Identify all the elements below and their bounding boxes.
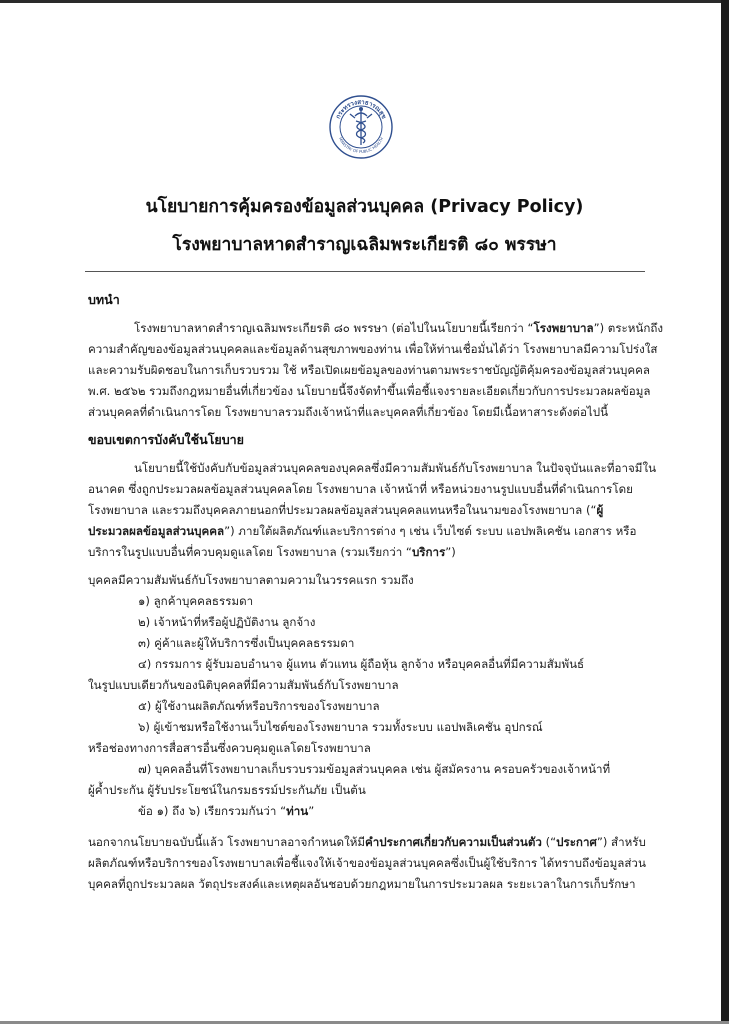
intro-paragraph-line: ส่วนบุคคลที่ดำเนินการโดย โรงพยาบาลรวมถึงเจ้าหน้าที่และบุคคลที่เกี่ยวข้อง โดยมีเนื้อหาสาระดังต่อไปนี้ [88, 405, 609, 419]
notice-paragraph-line: นอกจากนโยบายฉบับนี้แล้ว โรงพยาบาลอาจกำหนดให้มีคำประกาศเกี่ยวกับความเป็นส่วนตัว (“ประกาศ”) สำหรับ [88, 835, 646, 849]
relations-intro: บุคคลมีความสัมพันธ์กับโรงพยาบาลตามความในวรรคแรก รวมถึง [88, 573, 414, 587]
list-item: ๖) ผู้เข้าชมหรือใช้งานเว็บไซต์ของโรงพยาบาล รวมทั้งระบบ แอปพลิเคชัน อุปกรณ์ [138, 720, 543, 734]
notice-paragraph-line: บุคคลที่ถูกประมวลผล วัตถุประสงค์และเหตุผลอันชอบด้วยกฎหมายในการประมวลผล ระยะเวลาในการเก็บรักษา [88, 877, 636, 891]
policy-title: นโยบายการคุ้มครองข้อมูลส่วนบุคคล (Privacy Policy) [145, 197, 584, 217]
ministry-of-public-health-seal-icon [328, 94, 394, 160]
list-item: ๓) คู่ค้าและผู้ให้บริการซึ่งเป็นบุคคลธรรมดา [138, 636, 355, 650]
notice-paragraph-line: ผลิตภัณฑ์หรือบริการของโรงพยาบาลเพื่อชี้แจงให้เจ้าของข้อมูลส่วนบุคคลซึ่งเป็นผู้ใช้บริการ ได้ทราบถึงข้อมูลส่วน [88, 856, 646, 870]
list-item-continuation: ผู้ค้ำประกัน ผู้รับประโยชน์ในกรมธรรม์ประกันภัย เป็นต้น [88, 783, 366, 797]
seal-arc-text-top: กระทรวงสาธารณสุข [334, 98, 388, 121]
scope-paragraph-line: นโยบายนี้ใช้บังคับกับข้อมูลส่วนบุคคลของบุคคลซึ่งมีความสัมพันธ์กับโรงพยาบาล ในปัจจุบันและที่อาจมีใน [134, 461, 657, 475]
collective-term-line: ข้อ ๑) ถึง ๖) เรียกรวมกันว่า “ท่าน” [138, 804, 315, 818]
list-item: ๗) บุคคลอื่นที่โรงพยาบาลเก็บรวบรวมข้อมูลส่วนบุคคล เช่น ผู้สมัครงาน ครอบครัวของเจ้าหน้าที่ [138, 762, 611, 776]
seal-arc-text-bottom: MINISTRY OF PUBLIC HEALTH [337, 136, 385, 155]
intro-heading: บทนำ [88, 292, 120, 307]
intro-paragraph-line: โรงพยาบาลหาดสำราญเฉลิมพระเกียรติ ๘๐ พรรษา (ต่อไปในนโยบายนี้เรียกว่า “โรงพยาบาล”) ตระหนักถึง [134, 321, 664, 335]
hospital-name-title: โรงพยาบาลหาดสำราญเฉลิมพระเกียรติ ๘๐ พรรษา [172, 235, 557, 255]
intro-paragraph-line: และความรับผิดชอบในการเก็บรวบรวม ใช้ หรือเปิดเผยข้อมูลของท่านตามพระราชบัญญัติคุ้มครองข้อมูลส่วนบุคคล [88, 363, 651, 377]
list-item: ๔) กรรมการ ผู้รับมอบอำนาจ ผู้แทน ตัวแทน ผู้ถือหุ้น ลูกจ้าง หรือบุคคลอื่นที่มีความสัมพันธ์ [138, 657, 585, 671]
scan-edge-top [0, 0, 729, 3]
list-item: ๕) ผู้ใช้งานผลิตภัณฑ์หรือบริการของโรงพยาบาล [138, 699, 380, 713]
title-divider [85, 271, 645, 272]
list-item-continuation: หรือช่องทางการสื่อสารอื่นซึ่งควบคุมดูแลโดยโรงพยาบาล [88, 741, 371, 755]
list-item: ๒) เจ้าหน้าที่หรือผู้ปฏิบัติงาน ลูกจ้าง [138, 615, 316, 629]
scope-heading: ขอบเขตการบังคับใช้นโยบาย [88, 432, 245, 447]
list-item-continuation: ในรูปแบบเดียวกันของนิติบุคคลที่มีความสัมพันธ์กับโรงพยาบาล [88, 678, 399, 692]
list-item: ๑) ลูกค้าบุคคลธรรมดา [138, 594, 254, 608]
intro-paragraph-line: ความสำคัญของข้อมูลส่วนบุคคลและข้อมูลด้านสุขภาพของท่าน เพื่อให้ท่านเชื่อมั่นได้ว่า โรงพยาบาลมีความโปร่งใส [88, 342, 658, 356]
scan-edge-right [721, 0, 729, 1024]
scope-paragraph-line: บริการในรูปแบบอื่นที่ควบคุมดูแลโดย โรงพยาบาล (รวมเรียกว่า “บริการ”) [88, 545, 456, 559]
scope-paragraph-line: ประมวลผลข้อมูลส่วนบุคคล”) ภายใต้ผลิตภัณฑ์และบริการต่าง ๆ เช่น เว็บไซต์ ระบบ แอปพลิเคชัน เอกสาร หรือ [88, 524, 637, 538]
intro-paragraph-line: พ.ศ. ๒๕๖๒ รวมถึงกฎหมายอื่นที่เกี่ยวข้อง นโยบายนี้จึงจัดทำขึ้นเพื่อชี้แจงรายละเอียดเกี่ยวกับการประมวลผลข้อมูล [88, 384, 651, 398]
scope-paragraph-line: โรงพยาบาล และรวมถึงบุคคลภายนอกที่ประมวลผลข้อมูลส่วนบุคคลแทนหรือในนามของโรงพยาบาล (“ผู้ [88, 503, 604, 517]
scope-paragraph-line: อนาคต ซึ่งถูกประมวลผลข้อมูลส่วนบุคคลโดย โรงพยาบาล เจ้าหน้าที่ หรือหน่วยงานรูปแบบอื่นที่ดำเนินการโดย [88, 482, 633, 496]
